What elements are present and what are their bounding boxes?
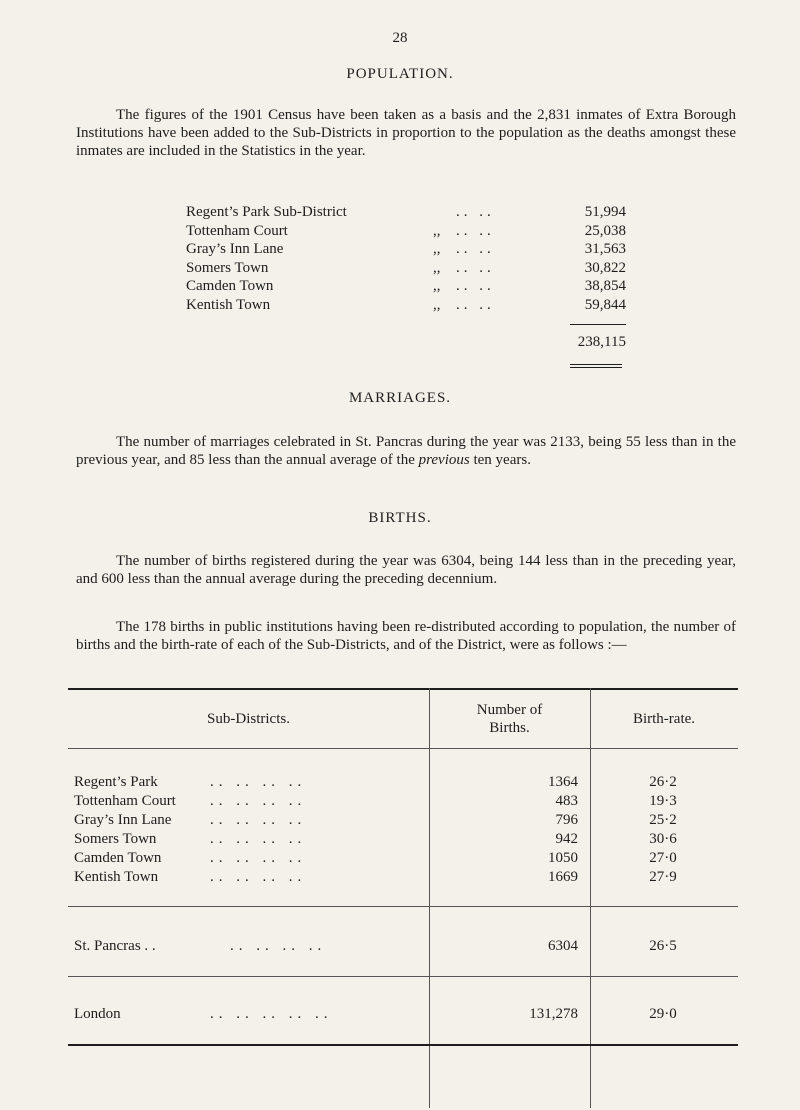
marriages-paragraph: [76, 433, 736, 469]
leader-dots: .. .. .. ..: [230, 938, 327, 954]
row-birth-rate: 26·5: [649, 938, 677, 954]
sub-district-name: Camden Town: [186, 278, 274, 294]
row-sub-district: Regent’s Park: [74, 774, 158, 790]
table-row-district: [68, 938, 738, 957]
population-value: 25,038: [584, 222, 626, 239]
row-births: 131,278: [529, 1006, 578, 1022]
row-births: 796: [555, 812, 578, 828]
population-row: [186, 204, 646, 223]
row-district-name: St. Pancras . .: [74, 938, 156, 954]
sub-district-name: Tottenham Court: [186, 222, 288, 239]
population-value: 31,563: [584, 241, 626, 257]
population-total: 238,115: [577, 334, 626, 350]
row-births: 1050: [548, 850, 578, 866]
sub-district-name: Regent’s Park Sub-District: [186, 204, 347, 220]
row-sub-district: Kentish Town: [74, 869, 159, 885]
leader-dots: .. ..: [456, 278, 495, 294]
ditto-mark: ,,: [433, 296, 441, 313]
sub-district-name: Kentish Town: [186, 296, 271, 313]
leader-dots: .. ..: [456, 241, 495, 257]
leader-dots: .. .. .. ..: [210, 812, 307, 828]
table-top-rule: [68, 688, 738, 690]
header-number-of-births: [429, 701, 590, 737]
page-number: 28: [392, 30, 408, 46]
leader-dots: .. ..: [456, 259, 495, 276]
header-sub-districts: Sub-Districts.: [207, 711, 290, 727]
row-birth-rate: 26·2: [649, 774, 677, 790]
table-row-london: [68, 1006, 738, 1025]
leader-dots: .. .. .. .. ..: [210, 1006, 333, 1022]
row-births: 1669: [548, 869, 578, 885]
table-row: [68, 869, 738, 888]
population-value: 30,822: [584, 259, 626, 276]
row-london-name: London: [74, 1006, 121, 1022]
marriages-italic-word: previous: [418, 452, 470, 468]
row-births: 1364: [548, 774, 578, 790]
row-sub-district: Camden Town: [74, 850, 162, 866]
table-row: [68, 812, 738, 831]
leader-dots: .. .. .. ..: [210, 850, 307, 866]
population-row: [186, 260, 646, 279]
row-sub-district: Somers Town: [74, 831, 157, 847]
row-birth-rate: 25·2: [649, 812, 677, 828]
row-birth-rate: 27·9: [649, 869, 677, 885]
ditto-mark: ,,: [433, 278, 441, 294]
row-birth-rate: 30·6: [649, 831, 677, 847]
row-births: 483: [555, 793, 578, 809]
table-row: [68, 831, 738, 850]
header-rule: [68, 748, 738, 749]
population-row: [186, 241, 646, 260]
marriages-heading: MARRIAGES.: [348, 390, 452, 406]
marriages-text-end: ten years.: [469, 452, 531, 468]
total-double-rule: [570, 364, 622, 368]
row-births: 942: [555, 831, 578, 847]
sub-district-name: Gray’s Inn Lane: [186, 241, 284, 257]
table-row: [68, 850, 738, 869]
population-value: 38,854: [584, 278, 626, 294]
table-bottom-rule: [68, 1044, 738, 1046]
row-birth-rate: 29·0: [649, 1006, 677, 1022]
leader-dots: .. .. .. ..: [210, 774, 307, 790]
population-value: 59,844: [584, 296, 626, 313]
table-row: [68, 774, 738, 793]
header-births-line1: Number of: [476, 702, 543, 718]
ditto-mark: ,,: [433, 259, 441, 276]
births-heading: BIRTHS.: [368, 510, 432, 526]
row-sub-district: Tottenham Court: [74, 793, 176, 809]
table-row: [68, 793, 738, 812]
ditto-mark: ,,: [433, 222, 441, 239]
sum-rule: [570, 324, 626, 325]
marriages-text-start: The number of marriages celebrated in St. Pancras during the year was 2133, being 55 less than in the previous year, and 85 less than the annual average of the: [76, 434, 736, 468]
row-sub-district: Gray’s Inn Lane: [74, 812, 172, 828]
births-table-intro: The 178 births in public institutions having been re-distributed according to population, the number of births and the birth-rate of each of the Sub-Districts, and of the District, were as follows :—: [76, 619, 736, 653]
leader-dots: .. ..: [456, 296, 495, 313]
leader-dots: .. .. .. ..: [210, 831, 307, 847]
sub-district-name: Somers Town: [186, 259, 269, 276]
leader-dots: .. .. .. ..: [210, 793, 307, 809]
row-birth-rate: 19·3: [649, 793, 677, 809]
births-paragraph: The number of births registered during the year was 6304, being 144 less than in the preceding year, and 600 less than the annual average during the preceding decennium.: [76, 553, 736, 587]
population-row: [186, 278, 646, 297]
leader-dots: .. ..: [456, 222, 495, 239]
ditto-mark: ,,: [433, 241, 441, 257]
leader-dots: .. .. .. ..: [210, 869, 307, 885]
population-row: [186, 223, 646, 242]
population-paragraph: The figures of the 1901 Census have been taken as a basis and the 2,831 inmates of Extra Borough Institutions have been added to the Sub-Districts in proportion to the population as the deaths amongst these inmates are included in the Statistics in the year.: [76, 107, 736, 159]
population-value: 51,994: [584, 204, 626, 220]
header-births-line2: Births.: [489, 720, 530, 736]
section-rule: [68, 906, 738, 907]
section-rule: [68, 976, 738, 977]
header-birth-rate: Birth-rate.: [632, 711, 696, 727]
row-births: 6304: [548, 938, 578, 954]
population-heading: POPULATION.: [346, 66, 454, 82]
population-row: [186, 297, 646, 316]
leader-dots: .. ..: [456, 204, 495, 220]
row-birth-rate: 27·0: [649, 850, 677, 866]
